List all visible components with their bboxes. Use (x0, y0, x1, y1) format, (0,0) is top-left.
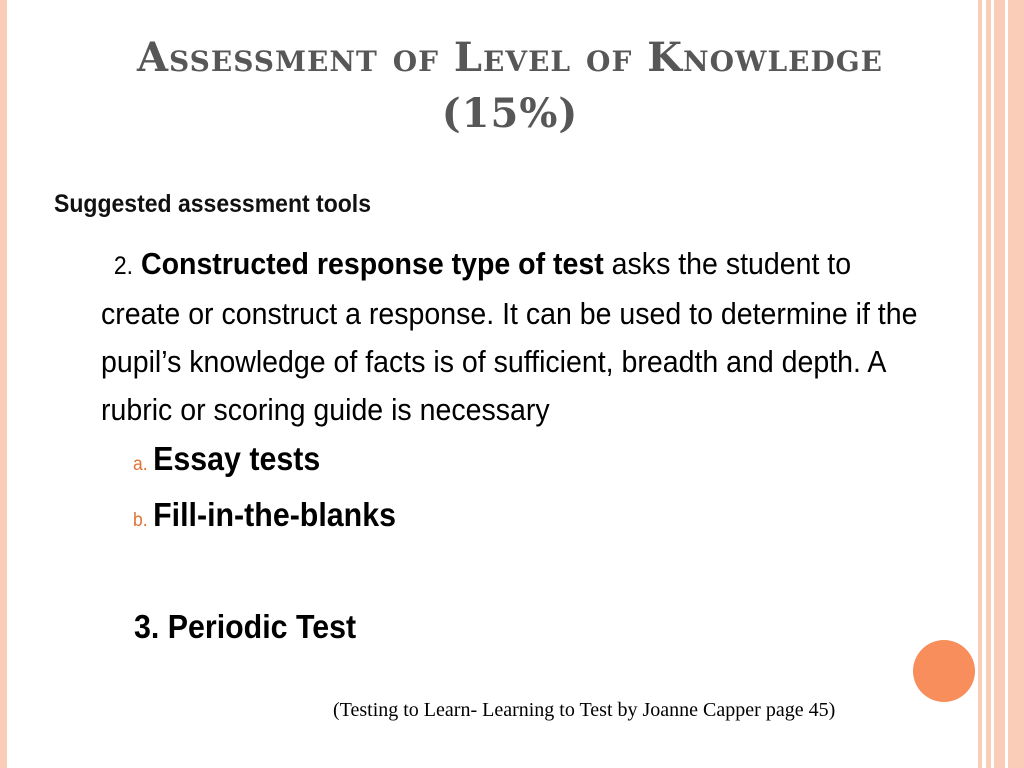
sub-item-marker: a. (133, 454, 148, 475)
item-2-number: 2. (113, 252, 134, 280)
sub-item-fill-in-the-blanks (133, 496, 396, 534)
right-border-stripe (994, 0, 1005, 768)
title-line-1: Assessment of Level of Knowledge (136, 34, 884, 81)
sub-item-essay-tests (133, 440, 320, 478)
right-border-stripe (1008, 0, 1024, 768)
section-heading: Suggested assessment tools (54, 190, 371, 218)
left-border-stripe (0, 0, 7, 768)
title-line-2: (15%) (441, 90, 579, 137)
item-3-periodic-test: 3. Periodic Test (134, 608, 357, 645)
citation: (Testing to Learn- Learning to Test by Joanne Capper page 45) (333, 699, 836, 721)
slide-title (40, 30, 980, 142)
item-2-body: asks the student to create or construct a response. It can be used to determine if the pupil’s knowledge of facts is of sufficient, breadth and depth. A rubric or scoring guide is necessary (101, 246, 918, 427)
sub-item-label: Essay tests (153, 440, 321, 477)
sub-item-label: Fill-in-the-blanks (153, 496, 396, 533)
decorative-circle (913, 640, 975, 702)
item-2-paragraph (101, 240, 929, 434)
sub-item-marker: b. (133, 510, 148, 531)
item-2-bold-text: Constructed response type of test (141, 246, 604, 281)
